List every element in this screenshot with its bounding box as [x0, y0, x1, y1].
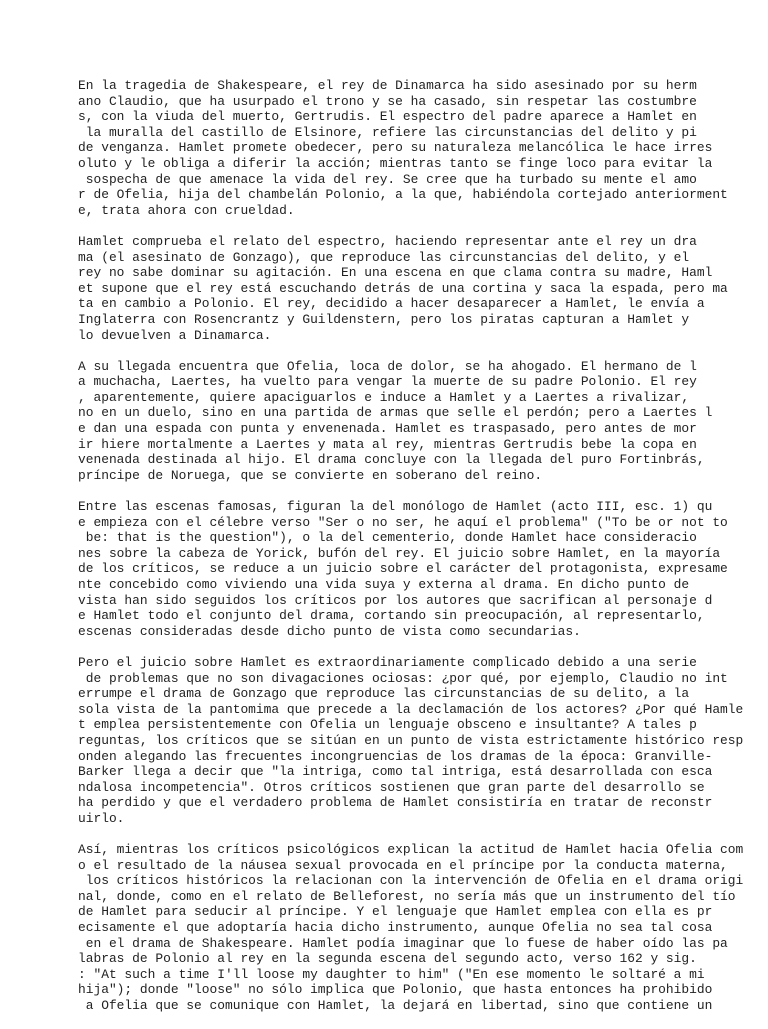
text-line: e Hamlet todo el conjunto del drama, cortando sin preocupación, al representarlo, — [78, 608, 705, 624]
text-line: de venganza. Hamlet promete obedecer, pero su naturaleza melancólica le hace irres — [78, 140, 713, 156]
text-line: lo devuelven a Dinamarca. — [78, 327, 272, 343]
text-line: nte concebido como viviendo una vida suya y externa al drama. En dicho punto de — [78, 577, 690, 592]
text-line: ndalosa incompetencia". Otros críticos sostienen que gran parte del desarrollo se — [78, 779, 705, 795]
text-line: a muchacha, Laertes, ha vuelto para vengar la muerte de su padre Polonio. El rey — [78, 374, 697, 390]
text-line: la muralla del castillo de Elsinore, refiere las circunstancias del delito y pi — [78, 124, 697, 140]
text-line: ma (el asesinato de Gonzago), que reproduce las circunstancias del delito, y el — [78, 249, 690, 265]
text-line: e, trata ahora con crueldad. — [78, 202, 295, 218]
text-line: uirlo. — [78, 810, 125, 826]
text-line: rey no sabe dominar su agitación. En una escena en que clama contra su madre, Haml — [78, 265, 713, 281]
text-line: príncipe de Noruega, que se convierte en soberano del reino. — [78, 467, 543, 483]
text-line: en el drama de Shakespeare. Hamlet podía imaginar que lo fuese de haber oído las pa — [78, 935, 728, 951]
text-line: a Ofelia que se comunique con Hamlet, la dejará en libertad, sino que contiene un — [78, 998, 713, 1014]
text-line: Pero el juicio sobre Hamlet es extraordinariamente complicado debido a una serie — [78, 654, 697, 670]
text-line: nal, donde, como en el relato de Belleforest, no sería más que un instrumento del tío — [78, 888, 736, 904]
text-line: ecisamente el que adoptaría hacia dicho instrumento, aunque Ofelia no sea tal cosa — [78, 920, 713, 936]
text-line: A su llegada encuentra que Ofelia, loca de dolor, se ha ahogado. El hermano de l — [78, 358, 697, 374]
text-line: et supone que el rey está escuchando detrás de una cortina y saca la espada, pero ma — [78, 280, 728, 296]
text-line: sola vista de la pantomima que precede a la declamación de los actores? ¿Por qué Hamle — [78, 701, 744, 717]
text-line: de los críticos, se reduce a un juicio sobre el carácter del protagonista, expresame — [78, 561, 728, 577]
text-line: , aparentemente, quiere apaciguarlos e induce a Hamlet y a Laertes a rivalizar, — [78, 389, 690, 405]
text-line: no en un duelo, sino en una partida de armas que selle el perdón; pero a Laertes l — [78, 405, 713, 421]
text-line: be: that is the question"), o la del cementerio, donde Hamlet hace consideracio — [78, 530, 697, 546]
paragraph — [78, 233, 728, 343]
text-line: onden alegando las frecuentes incongruencias de los dramas de la época: Granville- — [78, 748, 713, 764]
text-line: s, con la viuda del muerto, Gertrudis. El espectro del padre aparece a Hamlet en — [78, 109, 697, 125]
text-line: los críticos históricos la relacionan con la intervención de Ofelia en el drama origi — [78, 873, 744, 889]
text-line: t emplea persistentemente con Ofelia un lenguaje obsceno e insultante? A tales p — [78, 717, 697, 733]
text-line: ta en cambio a Polonio. El rey, decidido a hacer desaparecer a Hamlet, le envía a — [78, 296, 705, 312]
text-line: oluto y le obliga a diferir la acción; mientras tanto se finge loco para evitar la — [78, 155, 713, 171]
text-line: Hamlet comprueba el relato del espectro, haciendo representar ante el rey un dra — [78, 233, 697, 249]
text-line: Entre las escenas famosas, figuran la del monólogo de Hamlet (acto III, esc. 1) qu — [78, 499, 713, 515]
text-line: r de Ofelia, hija del chambelán Polonio, a la que, habiéndola cortejado anteriorment — [78, 187, 728, 203]
paragraph — [78, 654, 744, 827]
text-line: ano Claudio, que ha usurpado el trono y se ha casado, sin respetar las costumbre — [78, 93, 697, 109]
text-line: errumpe el drama de Gonzago que reproduce las circunstancias de su delito, a la — [78, 686, 690, 702]
text-line: Así, mientras los críticos psicológicos explican la actitud de Hamlet hacia Ofelia com — [78, 842, 744, 858]
text-line: e empieza con el célebre verso "Ser o no ser, he aquí el problema" ("To be or not to — [78, 514, 728, 530]
text-line: nes sobre la cabeza de Yorick, bufón del rey. El juicio sobre Hamlet, en la mayoría — [78, 545, 721, 561]
text-line: Inglaterra con Rosencrantz y Guildenstern, pero los piratas capturan a Hamlet y — [78, 311, 690, 327]
text-line: e dan una espada con punta y envenenada. Hamlet es traspasado, pero antes de mor — [78, 421, 697, 437]
document-body — [78, 78, 744, 1029]
text-line: En la tragedia de Shakespeare, el rey de Dinamarca ha sido asesinado por su herm — [78, 78, 697, 93]
text-line: de Hamlet para seducir al príncipe. Y el lenguaje que Hamlet emplea con ella es pr — [78, 904, 713, 920]
text-line: ha perdido y que el verdadero problema de Hamlet consistiría en tratar de reconstr — [78, 795, 713, 811]
text-line: de problemas que no son divagaciones ociosas: ¿por qué, por ejemplo, Claudio no int — [78, 670, 728, 686]
paragraph — [78, 78, 728, 218]
text-line: ir hiere mortalmente a Laertes y mata al rey, mientras Gertrudis bebe la copa en — [78, 436, 697, 452]
paragraph — [78, 359, 718, 484]
text-line: labras de Polonio al rey en la segunda escena del segundo acto, verso 162 y sig. — [78, 951, 697, 967]
text-line: : "At such a time I'll loose my daughter to him" ("En ese momento le soltaré a mi — [78, 966, 705, 982]
text-line: escenas consideradas desde dicho punto de vista como secundarias. — [78, 623, 581, 639]
text-line: o el resultado de la náusea sexual provocada en el príncipe por la conducta materna, — [78, 857, 728, 873]
text-line: sospecha de que amenace la vida del rey. Se cree que ha turbado su mente el amo — [78, 171, 697, 187]
text-line: reguntas, los críticos que se sitúan en un punto de vista estrictamente histórico resp — [78, 732, 744, 748]
text-line: hija"); donde "loose" no sólo implica que Polonio, que hasta entonces ha prohibido — [78, 982, 713, 998]
text-line: Barker llega a decir que "la intriga, como tal intriga, está desarrollada con esca — [78, 764, 713, 780]
text-line: venenada destinada al hijo. El drama concluye con la llegada del puro Fortinbrás, — [78, 452, 705, 468]
paragraph — [78, 499, 728, 639]
text-line: vista han sido seguidos los críticos por los autores que sacrifican al personaje d — [78, 592, 713, 608]
paragraph — [78, 842, 744, 1014]
